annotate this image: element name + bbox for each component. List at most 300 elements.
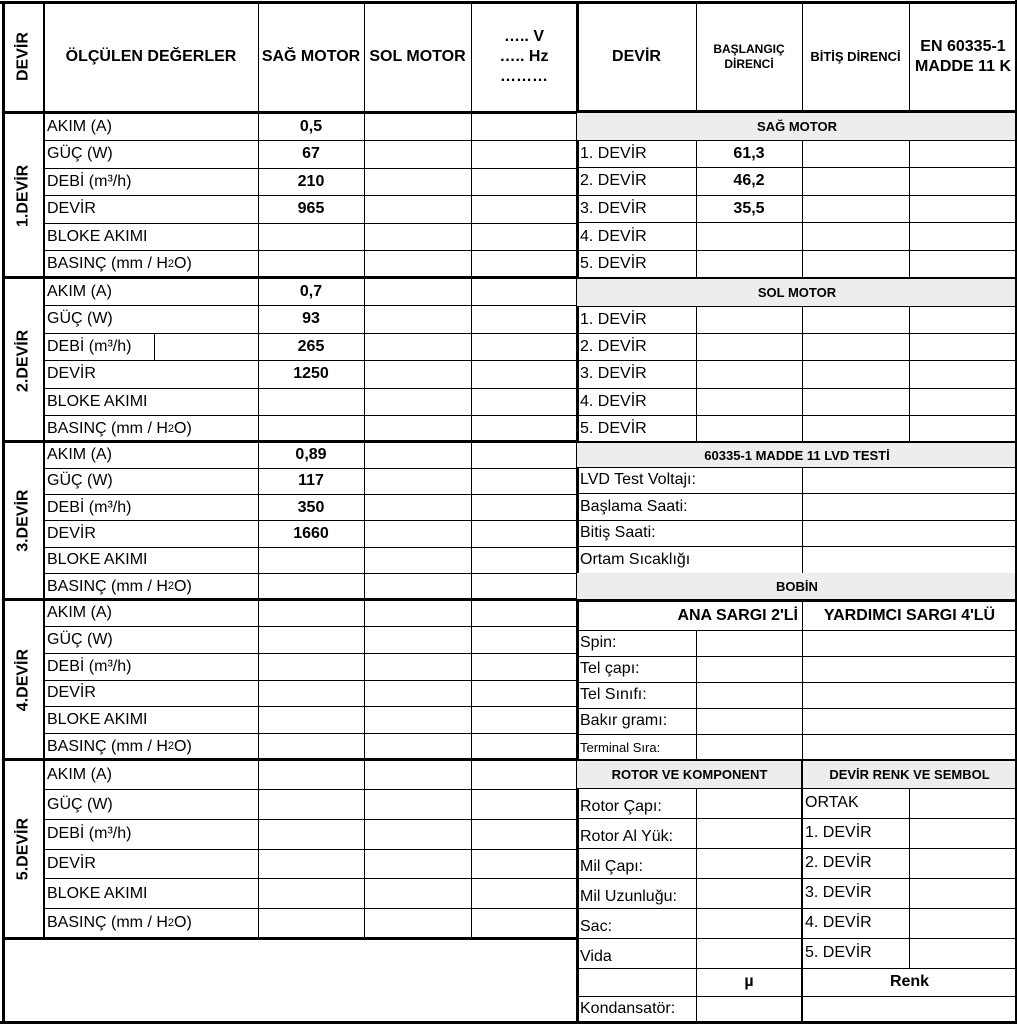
mu-row-blank <box>577 968 696 996</box>
lvd-row-value[interactable] <box>802 467 1017 494</box>
extra-value[interactable] <box>471 849 577 879</box>
measured-values-header: ÖLÇÜLEN DEĞERLER <box>65 48 237 65</box>
extra-value[interactable] <box>471 468 577 494</box>
grid-line <box>577 848 1017 849</box>
renk-row-value[interactable] <box>909 908 1017 938</box>
grid-line <box>577 682 1017 683</box>
right-motor-value[interactable]: 0,5 <box>299 117 323 135</box>
grid-line <box>802 306 803 442</box>
grid-line <box>44 223 577 224</box>
sol-start-resistance[interactable] <box>696 388 802 415</box>
sol-start-resistance[interactable] <box>696 306 802 333</box>
left-motor-value[interactable] <box>364 879 471 909</box>
extra-value[interactable] <box>471 495 577 521</box>
sag-start-resistance[interactable]: 35,5 <box>733 199 765 217</box>
ana-sargi-value[interactable] <box>696 734 802 760</box>
lvd-row-value[interactable] <box>802 494 1017 521</box>
sol-end-resistance[interactable] <box>802 306 909 333</box>
grid-line <box>577 415 1017 416</box>
sol-devir-label: 2. DEVİR <box>580 338 647 356</box>
voltage-frequency-header <box>471 3 577 111</box>
grid-line <box>577 734 1017 735</box>
extra-value[interactable] <box>471 547 577 573</box>
sol-devir-label: 4. DEVİR <box>580 392 647 410</box>
right-motor-value[interactable]: 0,89 <box>295 446 327 464</box>
basinc-text-end: O) <box>174 914 192 932</box>
sag-en-value[interactable] <box>909 168 1017 196</box>
right-motor-value[interactable]: 0,7 <box>299 282 323 300</box>
rotor-row-value[interactable] <box>696 788 802 818</box>
left-motor-value[interactable] <box>364 468 471 494</box>
basinc-text-end: O) <box>174 577 192 595</box>
sag-devir-label: 5. DEVİR <box>580 255 647 273</box>
sol-devir-label: 1. DEVİR <box>580 310 647 328</box>
ana-sargi-value[interactable] <box>696 708 802 734</box>
rotor-row-label: Rotor Al Yük: <box>580 828 674 845</box>
grid-line <box>577 546 1017 547</box>
left-motor-value[interactable] <box>364 495 471 521</box>
basinc-subscript: 2 <box>167 422 175 435</box>
measure-label-basinc <box>44 251 258 279</box>
right-motor-value[interactable] <box>258 760 364 790</box>
grid-line <box>577 333 1017 334</box>
right-motor-value[interactable] <box>258 879 364 909</box>
kondansator-renk-value[interactable] <box>802 996 1017 1022</box>
right-motor-value[interactable] <box>258 909 364 939</box>
basinc-text-end: O) <box>174 255 192 273</box>
grid-line <box>577 167 1017 168</box>
sag-end-resistance[interactable] <box>802 250 909 278</box>
grid-line <box>44 195 577 196</box>
rotor-row-value[interactable] <box>696 938 802 968</box>
extra-value[interactable] <box>471 251 577 279</box>
devir-group-label: 4.DEVİR <box>14 648 32 712</box>
grid-line <box>3 937 577 940</box>
basinc-subscript: 2 <box>167 580 175 593</box>
renk-row-value[interactable] <box>909 938 1017 968</box>
sag-end-resistance[interactable] <box>802 223 909 251</box>
grid-line <box>44 388 577 389</box>
sag-start-resistance[interactable] <box>696 223 802 251</box>
right-motor-value[interactable] <box>258 223 364 251</box>
measure-label-akim: AKIM (A) <box>47 604 112 622</box>
grid-line <box>577 938 1017 939</box>
grid-line <box>802 467 803 573</box>
grid-line <box>3 758 577 761</box>
right-motor-value[interactable] <box>258 707 364 734</box>
left-motor-value[interactable] <box>364 547 471 573</box>
grid-line <box>577 360 1017 361</box>
left-motor-value[interactable] <box>364 849 471 879</box>
right-motor-value[interactable] <box>258 547 364 573</box>
renk-row-label: 1. DEVİR <box>805 824 872 841</box>
grid-line <box>44 819 577 820</box>
right-motor-value[interactable] <box>258 251 364 279</box>
grid-line <box>802 601 803 760</box>
measure-label-guc: GÜÇ (W) <box>47 795 113 813</box>
sag-devir-label: 2. DEVİR <box>580 172 647 190</box>
sol-end-resistance[interactable] <box>802 361 909 388</box>
devir-group-label: 2.DEVİR <box>14 329 32 392</box>
measure-label-guc: GÜÇ (W) <box>47 631 113 649</box>
left-motor-value[interactable] <box>364 521 471 547</box>
grid-line <box>43 3 45 938</box>
basinc-text: BASINÇ (mm / H <box>47 255 168 273</box>
grid-line <box>44 878 577 879</box>
measure-label-bloke: BLOKE AKIMI <box>47 711 148 729</box>
grid-line <box>577 818 1017 819</box>
lvd-row-label: Ortam Sıcaklığı <box>580 550 691 568</box>
basinc-text: BASINÇ (mm / H <box>47 737 168 755</box>
left-motor-header: SOL MOTOR <box>369 48 466 65</box>
extra-value[interactable] <box>471 168 577 196</box>
renk-row-value[interactable] <box>909 848 1017 878</box>
basinc-subscript: 2 <box>167 740 175 753</box>
measure-label-devir: DEVİR <box>47 854 96 872</box>
measure-label-debi: DEBİ (m³/h) <box>47 337 132 355</box>
devir-group-label: 3.DEVİR <box>14 489 32 553</box>
sag-en-value[interactable] <box>909 250 1017 278</box>
grid-line <box>577 222 1017 223</box>
right-motor-value[interactable] <box>258 790 364 820</box>
left-motor-value[interactable] <box>364 600 471 627</box>
sag-en-value[interactable] <box>909 223 1017 251</box>
right-motor-value[interactable]: 265 <box>297 337 325 355</box>
sag-start-resistance[interactable] <box>696 250 802 278</box>
right-motor-value[interactable]: 350 <box>297 498 325 516</box>
grid-line <box>44 305 577 306</box>
lvd-test-banner: 60335-1 MADDE 11 LVD TESTİ <box>577 443 1017 467</box>
grid-line <box>3 598 577 601</box>
yardimci-sargi-value[interactable] <box>802 682 1017 708</box>
grid-line <box>44 908 577 909</box>
measure-label-devir: DEVİR <box>47 365 96 383</box>
renk-row-label: 3. DEVİR <box>805 884 872 901</box>
ana-sargi-value[interactable] <box>696 630 802 656</box>
bobin-row-label: Tel Sınıfı: <box>580 686 647 703</box>
measure-label-basinc <box>44 574 258 600</box>
bobin-banner: BOBİN <box>577 573 1017 600</box>
measure-label-guc: GÜÇ (W) <box>47 472 113 490</box>
voltage-frequency-line: ….. Hz <box>499 48 549 65</box>
left-motor-value[interactable] <box>364 168 471 196</box>
yardimci-sargi-header: YARDIMCI SARGI 4'LÜ <box>823 606 996 624</box>
right-motor-value[interactable]: 210 <box>297 172 325 190</box>
grid-line <box>577 708 1017 709</box>
extra-value[interactable] <box>471 909 577 939</box>
extra-value[interactable] <box>471 333 577 361</box>
bobin-row-label: Spin: <box>580 634 617 651</box>
grid-line <box>3 440 577 443</box>
grid-line <box>577 908 1017 909</box>
yardimci-sargi-value[interactable] <box>802 708 1017 734</box>
extra-value[interactable] <box>471 442 577 468</box>
left-motor-value[interactable] <box>364 909 471 939</box>
sol-end-resistance[interactable] <box>802 416 909 443</box>
right-motor-value[interactable] <box>258 627 364 654</box>
devir-header: DEVİR <box>14 32 32 82</box>
left-motor-value[interactable] <box>364 196 471 224</box>
sol-devir-label: 3. DEVİR <box>580 365 647 383</box>
left-motor-value[interactable] <box>364 653 471 680</box>
right-motor-value[interactable]: 965 <box>297 200 325 218</box>
sol-en-value[interactable] <box>909 416 1017 443</box>
grid-line <box>44 520 577 521</box>
rotor-row-value[interactable] <box>696 908 802 938</box>
renk-row-value[interactable] <box>909 818 1017 848</box>
grid-line <box>44 653 577 654</box>
grid-line <box>44 706 577 707</box>
sag-end-resistance[interactable] <box>802 140 909 168</box>
grid-line <box>44 333 577 334</box>
right-motor-value[interactable] <box>258 680 364 707</box>
grid-line <box>44 415 577 416</box>
grid-line <box>577 656 1017 657</box>
devir-group-label: 5.DEVİR <box>14 817 32 881</box>
grid-line <box>0 1 1017 4</box>
basinc-subscript: 2 <box>167 916 175 929</box>
grid-line <box>44 360 577 361</box>
measure-label-guc: GÜÇ (W) <box>47 310 113 328</box>
grid-line <box>909 788 910 968</box>
right-motor-value[interactable]: 117 <box>298 472 324 490</box>
extra-value[interactable] <box>471 760 577 790</box>
grid-line <box>577 250 1017 251</box>
left-motor-value[interactable] <box>364 361 471 389</box>
extra-value[interactable] <box>471 627 577 654</box>
extra-value[interactable] <box>471 306 577 334</box>
renk-row-label: 4. DEVİR <box>805 914 872 931</box>
extra-value[interactable] <box>471 223 577 251</box>
sag-devir-label: 3. DEVİR <box>580 199 647 217</box>
right-motor-value[interactable] <box>258 849 364 879</box>
grid-line <box>577 195 1017 196</box>
right-motor-value[interactable] <box>258 734 364 761</box>
extra-value[interactable] <box>471 196 577 224</box>
extra-value[interactable] <box>471 113 577 141</box>
measure-label-bloke: BLOKE AKIMI <box>47 551 148 569</box>
measure-label-debi: DEBİ (m³/h) <box>47 825 132 843</box>
basinc-subscript: 2 <box>167 257 175 270</box>
sag-end-resistance[interactable] <box>802 168 909 196</box>
extra-value[interactable] <box>471 361 577 389</box>
grid-line <box>44 849 577 850</box>
right-motor-header: SAĞ MOTOR <box>261 48 361 65</box>
extra-value[interactable] <box>471 141 577 169</box>
left-motor-value[interactable] <box>364 223 471 251</box>
mu-label: µ <box>744 973 754 990</box>
right-motor-value[interactable] <box>258 819 364 849</box>
basinc-text: BASINÇ (mm / H <box>47 420 168 438</box>
extra-value[interactable] <box>471 734 577 761</box>
extra-value[interactable] <box>471 600 577 627</box>
grid-line <box>44 140 577 141</box>
sol-end-resistance[interactable] <box>802 388 909 415</box>
yardimci-sargi-value[interactable] <box>802 630 1017 656</box>
grid-line <box>154 333 155 360</box>
extra-value[interactable] <box>471 707 577 734</box>
basinc-text-end: O) <box>174 737 192 755</box>
sag-end-resistance[interactable] <box>802 195 909 223</box>
grid-line <box>577 493 1017 494</box>
left-motor-value[interactable] <box>364 760 471 790</box>
grid-line <box>471 3 472 938</box>
sag-start-resistance[interactable]: 61,3 <box>733 144 765 162</box>
left-motor-value[interactable] <box>364 707 471 734</box>
measure-label-debi: DEBİ (m³/h) <box>47 498 132 516</box>
ana-sargi-value[interactable] <box>696 682 802 708</box>
grid-line <box>3 276 577 279</box>
sag-motor-banner: SAĞ MOTOR <box>577 113 1017 140</box>
grid-line <box>696 630 697 760</box>
grid-line <box>44 626 577 627</box>
sol-start-resistance[interactable] <box>696 361 802 388</box>
right-motor-value[interactable]: 67 <box>302 145 320 163</box>
grid-line <box>258 3 259 938</box>
sol-motor-banner: SOL MOTOR <box>577 279 1017 306</box>
rotor-row-label: Mil Çapı: <box>580 858 644 875</box>
right-motor-value[interactable] <box>258 388 364 416</box>
extra-value[interactable] <box>471 521 577 547</box>
renk-row-label: 2. DEVİR <box>805 854 872 871</box>
extra-value[interactable] <box>471 879 577 909</box>
right-motor-value[interactable]: 1660 <box>293 525 329 543</box>
voltage-frequency-line: ….. V <box>503 28 544 45</box>
left-motor-value[interactable] <box>364 790 471 820</box>
grid-line <box>3 111 577 114</box>
right-motor-value[interactable]: 1250 <box>293 365 329 383</box>
kondansator-label: Kondansatör: <box>580 1000 676 1017</box>
extra-value[interactable] <box>471 653 577 680</box>
right-motor-value[interactable] <box>258 574 364 600</box>
grid-line <box>696 306 697 442</box>
sol-en-value[interactable] <box>909 388 1017 415</box>
left-motor-value[interactable] <box>364 819 471 849</box>
renk-row-value[interactable] <box>909 788 1017 818</box>
rotor-row-value[interactable] <box>696 878 802 908</box>
measure-label-akim: AKIM (A) <box>47 117 112 135</box>
kondansator-mu-value[interactable] <box>696 996 802 1022</box>
bobin-row-label: Tel çapı: <box>580 660 640 677</box>
measure-label-akim: AKIM (A) <box>47 282 112 300</box>
rotor-row-label: Vida <box>580 948 612 965</box>
sol-en-value[interactable] <box>909 361 1017 388</box>
measure-label-debi: DEBİ (m³/h) <box>47 172 132 190</box>
left-motor-value[interactable] <box>364 680 471 707</box>
sol-en-value[interactable] <box>909 306 1017 333</box>
start-resistance-header: BAŞLANGIÇ DİRENCİ <box>713 42 785 71</box>
devir-renk-banner: DEVİR RENK VE SEMBOL <box>802 761 1017 788</box>
sol-start-resistance[interactable] <box>696 333 802 360</box>
yardimci-sargi-value[interactable] <box>802 734 1017 760</box>
measure-label-guc: GÜÇ (W) <box>47 145 113 163</box>
grid-line <box>364 3 365 938</box>
sag-start-resistance[interactable]: 46,2 <box>733 172 765 190</box>
end-resistance-header: BİTİŞ DİRENCİ <box>810 48 901 64</box>
left-motor-value[interactable] <box>364 333 471 361</box>
bobin-row-label: Bakır gramı: <box>580 712 668 729</box>
grid-line <box>909 306 910 442</box>
devir-group-label: 1.DEVİR <box>14 164 32 227</box>
sag-en-value[interactable] <box>909 195 1017 223</box>
grid-line <box>44 573 577 574</box>
left-motor-value[interactable] <box>364 251 471 279</box>
grid-line <box>44 168 577 169</box>
measure-label-akim: AKIM (A) <box>47 765 112 783</box>
grid-line <box>44 494 577 495</box>
lvd-row-label: Başlama Saati: <box>580 497 688 515</box>
lvd-row-value[interactable] <box>802 547 1017 574</box>
left-motor-value[interactable] <box>364 141 471 169</box>
grid-line <box>44 250 577 251</box>
renk-row-value[interactable] <box>909 878 1017 908</box>
extra-value[interactable] <box>471 680 577 707</box>
ana-sargi-value[interactable] <box>696 656 802 682</box>
extra-value[interactable] <box>471 790 577 820</box>
left-motor-value[interactable] <box>364 627 471 654</box>
grid-line <box>802 3 803 111</box>
left-motor-value[interactable] <box>364 442 471 468</box>
rotor-komponent-banner: ROTOR VE KOMPONENT <box>577 761 802 788</box>
left-motor-value[interactable] <box>364 278 471 306</box>
rotor-row-label: Mil Uzunluğu: <box>580 888 677 905</box>
sag-devir-label: 4. DEVİR <box>580 227 647 245</box>
grid-line <box>696 140 697 278</box>
en-60335-header: EN 60335-1 MADDE 11 K <box>914 38 1012 75</box>
sag-devir-label: 1. DEVİR <box>580 144 647 162</box>
measure-label-bloke: BLOKE AKIMI <box>47 227 148 245</box>
measure-label-basinc <box>44 909 258 939</box>
grid-line <box>577 520 1017 521</box>
grid-line <box>802 140 803 278</box>
left-motor-value[interactable] <box>364 113 471 141</box>
yardimci-sargi-value[interactable] <box>802 656 1017 682</box>
renk-row-label: 5. DEVİR <box>805 944 872 961</box>
lvd-row-label: LVD Test Voltajı: <box>580 471 696 489</box>
left-motor-value[interactable] <box>364 306 471 334</box>
sol-devir-label: 5. DEVİR <box>580 420 647 438</box>
basinc-text-end: O) <box>174 420 192 438</box>
sol-end-resistance[interactable] <box>802 333 909 360</box>
extra-value[interactable] <box>471 574 577 600</box>
extra-value[interactable] <box>471 819 577 849</box>
rotor-row-value[interactable] <box>696 818 802 848</box>
bobin-row-label: Terminal Sıra: <box>580 739 661 755</box>
sag-en-value[interactable] <box>909 140 1017 168</box>
grid-line <box>909 140 910 278</box>
basinc-text: BASINÇ (mm / H <box>47 577 168 595</box>
right-motor-value[interactable]: 93 <box>302 310 320 328</box>
extra-value[interactable] <box>471 278 577 306</box>
grid-line <box>696 3 697 111</box>
right-motor-value[interactable] <box>258 653 364 680</box>
renk-label: Renk <box>889 973 930 990</box>
sol-start-resistance[interactable] <box>696 416 802 443</box>
left-motor-value[interactable] <box>364 574 471 600</box>
extra-value[interactable] <box>471 388 577 416</box>
sol-en-value[interactable] <box>909 333 1017 360</box>
measure-label-bloke: BLOKE AKIMI <box>47 884 148 902</box>
ana-sargi-header: ANA SARGI 2'Lİ <box>677 606 798 624</box>
rotor-row-value[interactable] <box>696 848 802 878</box>
left-motor-value[interactable] <box>364 734 471 761</box>
lvd-row-value[interactable] <box>802 520 1017 547</box>
renk-row-label: ORTAK <box>805 794 859 811</box>
left-motor-value[interactable] <box>364 388 471 416</box>
right-motor-value[interactable] <box>258 600 364 627</box>
grid-line <box>44 680 577 681</box>
measure-label-devir: DEVİR <box>47 525 96 543</box>
